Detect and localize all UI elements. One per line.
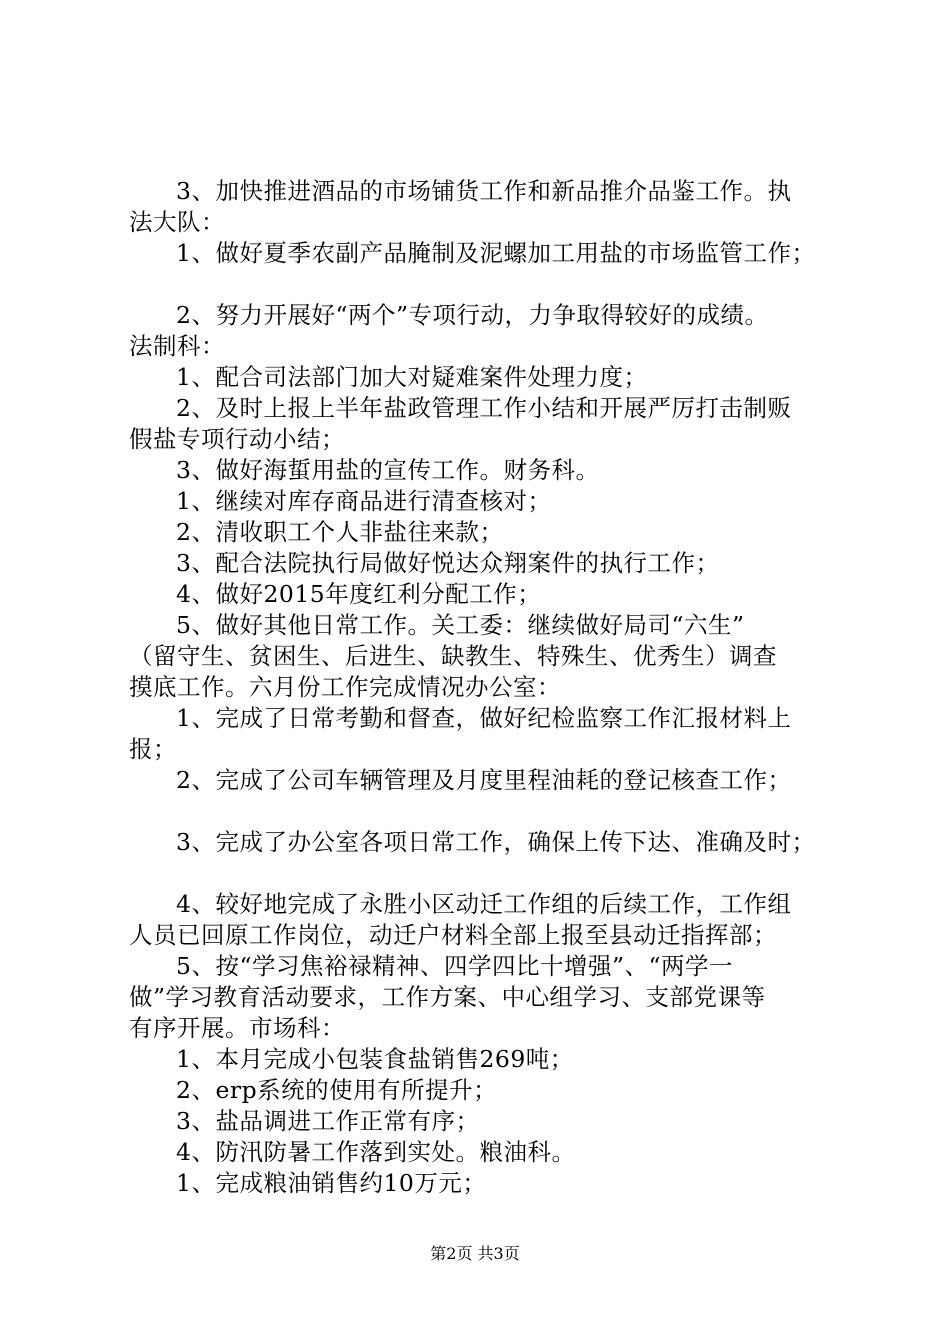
paragraph-line: 1、做好夏季农副产品腌制及泥螺加工用盐的市场监管工作； — [176, 239, 816, 267]
paragraph-line: 3、完成了办公室各项日常工作，确保上传下达、准确及时； — [176, 828, 816, 856]
paragraph-line: 做”学习教育活动要求，工作方案、中心组学习、支部党课等 — [129, 983, 766, 1011]
paragraph-line: 报； — [129, 735, 177, 763]
paragraph-line: 3、加快推进酒品的市场铺货工作和新品推介品鉴工作。执 — [176, 177, 792, 205]
document-body — [129, 176, 844, 1199]
paragraph-line: 2、清收职工个人非盐往来款； — [176, 518, 504, 546]
paragraph-line: 4、防汛防暑工作落到实处。粮油科。 — [176, 1138, 576, 1166]
paragraph-line: 3、做好海蜇用盐的宣传工作。财务科。 — [176, 456, 600, 484]
paragraph-line: （留守生、贫困生、后进生、缺教生、特殊生、优秀生）调查 — [129, 642, 777, 670]
paragraph-line: 2、完成了公司车辆管理及月度里程油耗的登记核查工作； — [176, 766, 792, 794]
paragraph-line: 有序开展。市场科： — [129, 1014, 345, 1042]
paragraph-line: 5、做好其他日常工作。关工委：继续做好局司“六生” — [176, 611, 745, 639]
blank-line — [129, 796, 844, 827]
paragraph-line: 2、erp系统的使用有所提升； — [176, 1076, 498, 1104]
paragraph-line: 4、做好2015年度红利分配工作； — [176, 580, 542, 608]
paragraph-line: 人员已回原工作岗位，动迁户材料全部上报至县动迁指挥部； — [129, 921, 777, 949]
paragraph-line: 1、配合司法部门加大对疑难案件处理力度； — [176, 363, 648, 391]
paragraph-line: 1、继续对库存商品进行清查核对； — [176, 487, 552, 515]
paragraph-line: 法制科： — [129, 332, 225, 360]
paragraph-line: 1、完成粮油销售约10万元； — [176, 1169, 487, 1197]
paragraph-line: 摸底工作。六月份工作完成情况办公室： — [129, 673, 561, 701]
paragraph-line: 法大队： — [129, 208, 225, 236]
paragraph-line: 2、努力开展好“两个”专项行动，力争取得较好的成绩。 — [176, 301, 769, 329]
paragraph-line: 5、按“学习焦裕禄精神、四学四比十增强”、“两学一 — [176, 952, 733, 980]
paragraph-line: 2、及时上报上半年盐政管理工作小结和开展严厉打击制贩 — [176, 394, 792, 422]
paragraph-line: 1、完成了日常考勤和督查，做好纪检监察工作汇报材料上 — [176, 704, 792, 732]
page-number-footer: 第2页 共3页 — [430, 1244, 520, 1263]
paragraph-line: 3、配合法院执行局做好悦达众翔案件的执行工作； — [176, 549, 720, 577]
paragraph-line: 4、较好地完成了永胜小区动迁工作组的后续工作，工作组 — [176, 890, 792, 918]
blank-line — [129, 858, 844, 889]
paragraph-line: 3、盐品调进工作正常有序； — [176, 1107, 480, 1135]
paragraph-line: 假盐专项行动小结； — [129, 425, 345, 453]
paragraph-line: 1、本月完成小包装食盐销售269吨； — [176, 1045, 574, 1073]
blank-line — [129, 269, 844, 300]
